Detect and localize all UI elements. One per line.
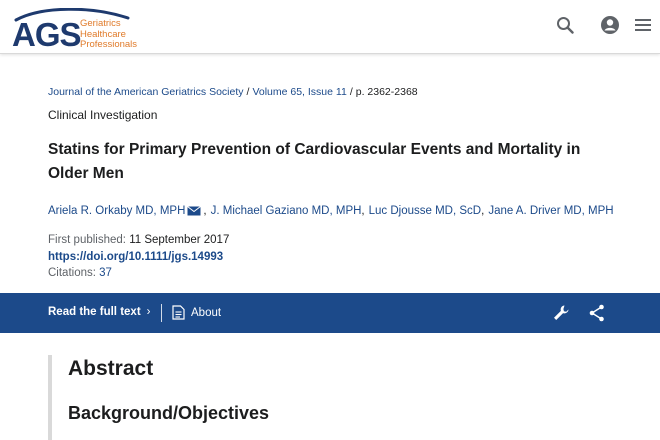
read-full-text-button[interactable] [48, 306, 151, 318]
site-header [0, 0, 660, 54]
citations-label: Citations: [48, 267, 96, 279]
citations-count[interactable]: 37 [99, 267, 112, 279]
author-separator: , [203, 205, 207, 217]
author-link[interactable]: Luc Djousse MD, ScD [368, 205, 482, 217]
article-action-bar [0, 293, 660, 333]
author-list [48, 205, 614, 217]
doi-link[interactable]: https://doi.org/10.1111/jgs.14993 [48, 250, 224, 263]
author-link[interactable]: J. Michael Gaziano MD, MPH [210, 205, 362, 217]
ags-logo[interactable] [12, 8, 142, 53]
read-full-text-label: Read the full text [48, 306, 141, 318]
abstract-heading: Abstract [68, 357, 154, 380]
search-icon[interactable] [554, 14, 576, 36]
issue-link[interactable]: Volume 65, Issue 11 [252, 86, 347, 98]
share-icon[interactable] [589, 304, 605, 327]
tools-wrench-icon[interactable] [552, 304, 570, 327]
action-bar-divider [161, 304, 162, 322]
publication-info [48, 232, 229, 282]
about-button[interactable] [172, 305, 221, 320]
first-published-label: First published: [48, 234, 126, 246]
first-published-date: 11 September 2017 [129, 234, 230, 246]
author-link[interactable]: Jane A. Driver MD, MPH [488, 205, 614, 217]
abstract-subheading: Background/Objectives [68, 403, 270, 423]
abstract-section [48, 355, 660, 440]
article-title: Statins for Primary Prevention of Cardiovascular Events and Mortality in Older Men [48, 141, 581, 182]
chevron-right-icon: › [146, 306, 151, 318]
account-icon[interactable] [599, 14, 621, 36]
page-range: p. 2362-2368 [355, 86, 418, 98]
logo-subtitle: Geriatrics Healthcare Professionals [80, 18, 138, 50]
author-separator: , [481, 205, 485, 217]
journal-link[interactable]: Journal of the American Geriatrics Society [48, 86, 244, 98]
about-label: About [191, 306, 222, 319]
author-link[interactable]: Ariela R. Orkaby MD, MPH [48, 205, 186, 217]
author-separator: , [361, 205, 365, 217]
document-icon [172, 305, 185, 320]
journal-breadcrumb: Journal of the American Geriatrics Society / Volume 65, Issue 11 / p. 2362-2368 [48, 86, 418, 98]
menu-icon[interactable] [632, 14, 654, 36]
corresponding-author-mail-icon[interactable] [187, 206, 201, 216]
article-category: Clinical Investigation [48, 108, 158, 122]
logo-wordmark: AGS [12, 16, 81, 53]
